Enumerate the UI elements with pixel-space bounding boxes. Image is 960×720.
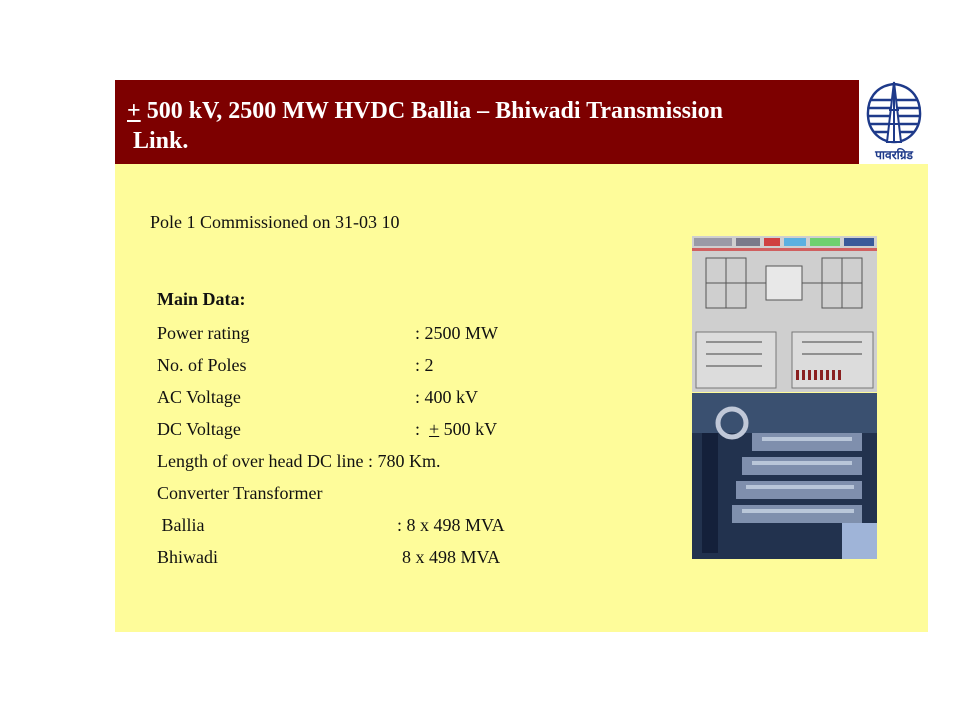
plus-minus-sign: + xyxy=(127,98,141,124)
commissioned-date: Pole 1 Commissioned on 31-03 10 xyxy=(150,212,400,232)
converter-transformer-label: Converter Transformer xyxy=(157,483,323,503)
ac-voltage-value: : 400 kV xyxy=(415,387,478,407)
no-of-poles-label: No. of Poles xyxy=(157,355,247,375)
power-rating-label: Power rating xyxy=(157,323,250,343)
line-length-text: Length of over head DC line : 780 Km. xyxy=(157,451,441,471)
ac-voltage-label: AC Voltage xyxy=(157,387,241,407)
main-data-heading: Main Data: xyxy=(157,289,246,309)
ballia-value: : 8 x 498 MVA xyxy=(397,515,505,535)
power-rating-value: : 2500 MW xyxy=(415,323,498,343)
title-line-2: Link. xyxy=(133,128,189,154)
dc-voltage-number: 500 kV xyxy=(439,419,498,439)
bhiwadi-label: Bhiwadi xyxy=(157,547,218,567)
ballia-label: Ballia xyxy=(157,515,205,535)
valve-hall-photo xyxy=(692,393,877,559)
logo-text: पावरग्रिड xyxy=(875,148,913,162)
control-schematic-image xyxy=(692,236,877,392)
no-of-poles-value: : 2 xyxy=(415,355,434,375)
title-line-1: 500 kV, 2500 MW HVDC Ballia – Bhiwadi Transmission xyxy=(140,98,724,124)
dc-voltage-label: DC Voltage xyxy=(157,419,241,439)
powergrid-logo xyxy=(859,80,929,164)
tower-logo-icon xyxy=(863,80,925,146)
dc-voltage-value xyxy=(415,419,497,440)
dc-plus-minus-sign: + xyxy=(429,419,440,439)
title-bar xyxy=(115,80,859,164)
slide-title xyxy=(127,96,857,156)
dc-voltage-colon: : xyxy=(415,419,430,439)
bhiwadi-value: 8 x 498 MVA xyxy=(402,547,501,567)
